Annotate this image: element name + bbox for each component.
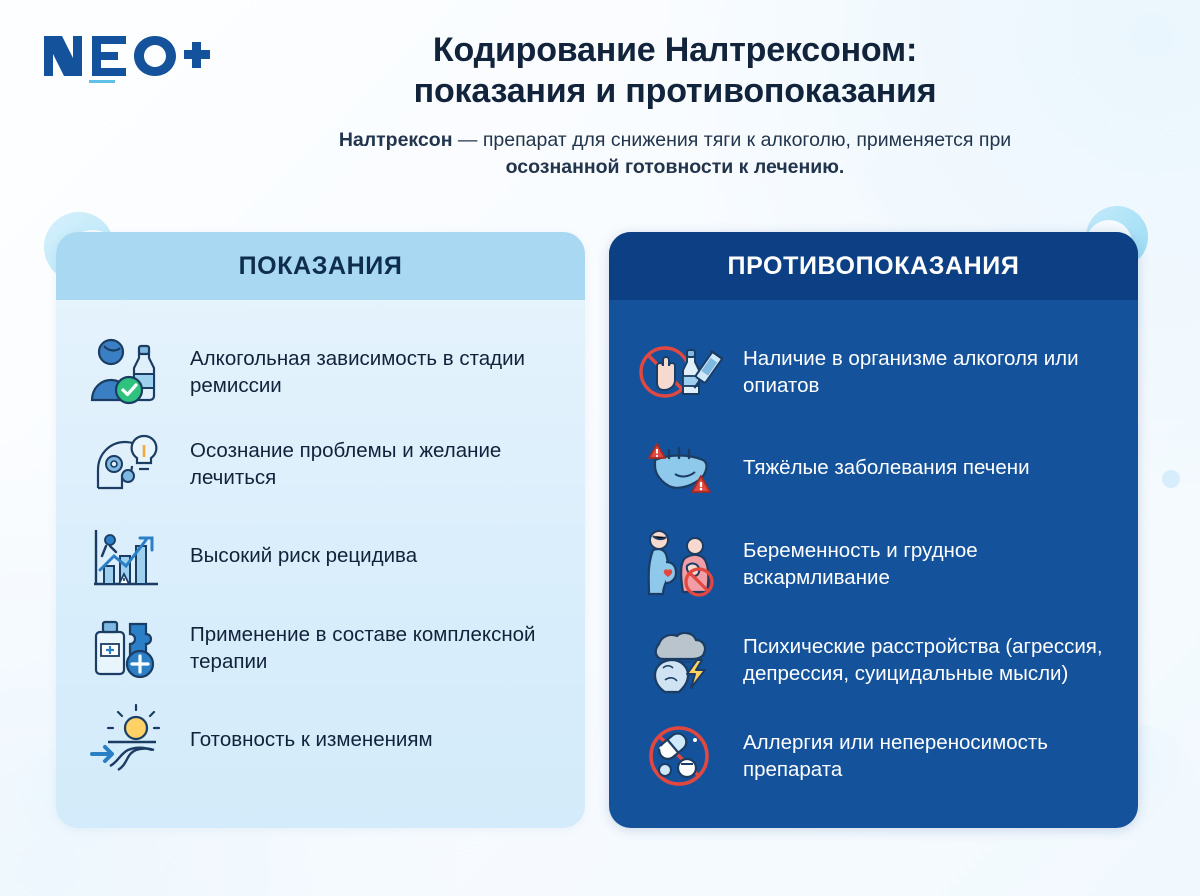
list-item (635, 708, 1112, 804)
list-item (635, 420, 1112, 516)
page-title (190, 30, 1160, 113)
sunrise-road-icon (82, 700, 170, 780)
list-item-label: Алкогольная зависимость в стадии ремиссии (190, 346, 525, 397)
list-item-label: Тяжёлые заболевания печени (743, 456, 1030, 480)
list-item-label: Высокий риск рецидива (190, 544, 418, 568)
relapse-risk-chart-icon (82, 516, 170, 596)
list-item-label: Осознание проблемы и желание лечиться (190, 438, 502, 489)
brain-storm-icon (635, 620, 723, 700)
pregnancy-breastfeeding-icon (635, 524, 723, 604)
person-bottle-check-icon (82, 332, 170, 412)
list-item-label: Применение в составе комплексной терапии (190, 622, 536, 673)
medicine-puzzle-icon (82, 608, 170, 688)
list-item (82, 326, 559, 418)
page-title-line-2: показания и противопоказания (413, 72, 937, 111)
subtitle-mid: — препарат для снижения тяги к алкоголю, применяется при (452, 128, 1012, 151)
list-item-label: Беременность и грудное вскармливание (743, 538, 978, 589)
subtitle-lead: Налтрексон (338, 128, 453, 151)
list-item (82, 602, 559, 694)
contraindications-list (609, 300, 1138, 828)
list-item-label: Психические расстройства (агрессия, депрессия, суицидальные мысли) (743, 634, 1103, 685)
page-subtitle (330, 127, 1020, 181)
liver-warning-icon (635, 428, 723, 508)
decorative-dot-right (1162, 470, 1180, 488)
pill-allergy-icon (635, 716, 723, 796)
list-item (635, 324, 1112, 420)
header-block (190, 30, 1160, 181)
indications-list (56, 300, 585, 810)
stop-hand-alcohol-syringe-icon (635, 332, 723, 412)
list-item (635, 612, 1112, 708)
list-item (635, 516, 1112, 612)
contraindications-heading: ПРОТИВОПОКАЗАНИЯ (609, 232, 1138, 300)
page-title-line-1: Кодирование Налтрексоном: (432, 31, 918, 69)
list-item-label: Аллергия или непереносимость препарата (743, 730, 1048, 781)
head-gears-idea-icon (82, 424, 170, 504)
contraindications-card (609, 232, 1138, 828)
list-item-label: Готовность к изменениям (190, 728, 433, 752)
indications-heading: ПОКАЗАНИЯ (56, 232, 585, 300)
indications-card (56, 232, 585, 828)
list-item (82, 418, 559, 510)
columns-container (56, 232, 1144, 828)
list-item (82, 510, 559, 602)
list-item-label: Наличие в организме алкоголя или опиатов (743, 346, 1079, 397)
list-item (82, 694, 559, 786)
neo-plus-logo (42, 28, 212, 90)
subtitle-bold: осознанной готовности к лечению. (505, 155, 845, 178)
